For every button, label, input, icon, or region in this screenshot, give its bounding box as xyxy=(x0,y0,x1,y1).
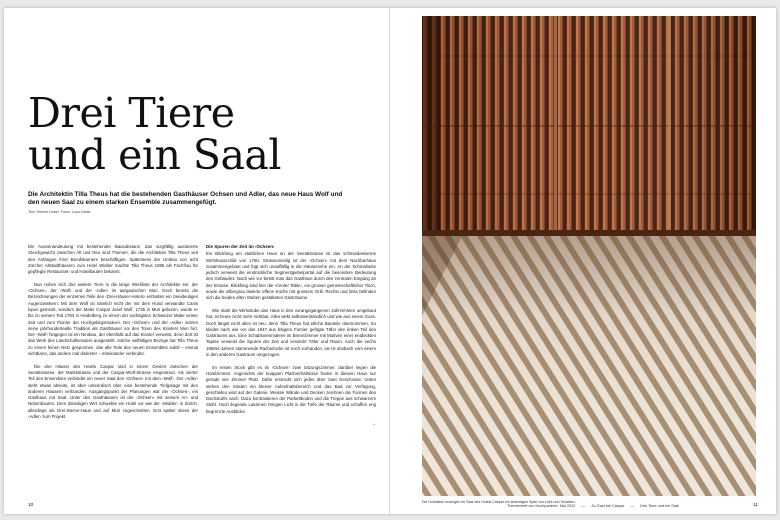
paragraph: Wie stark die Wirtsstube das Haus in den vorangegangenen Jahrzehnten umgebaut hat, ist heute nicht mehr sichtbar. Alles wirkt selbstverständlich und wie aus einem Guss. Doch längst nicht alles ist neu, denn Tilla Theus hat etliche Bauteile übernommen. So kleidet nach wie vor das 1947 aus bäigem Furnier gefügte Täfer den linken Teil des Gastraums aus. Eine Schablonenmalerei im Brennzimmer mit Motiven einer entdeckten Tapete verweist die Spuren der Zeit und verdeckt Täfer und Raum. Auch die sechs 1950er-Jahren stammende Racherlocke ist noch vorhanden, sie ist obsbach vom einem in den anderen Gastraum umgezogen. xyxy=(206,307,376,358)
paragraph: Die Aussenandeutung mit bestehender Bausubstanz, das sorgfältig austarierte Gleichgewicht zwischen Alt und Neu sind Themen, die die Architektin Tilla Theus seit den Anfängen ihrer Berufskarriere beschäftigen. Spätestens der Umbau von acht Zürcher Altstadthäusern zum Hotel Widder machte Tilla Theus 1995 als Fachfrau für gepflegte Restaurant- und Hotelbauten bekannt. xyxy=(28,244,198,275)
footer-separator: — xyxy=(581,504,586,508)
section-heading: Die Spuren der Zeit im ‹Ochsen› xyxy=(206,244,275,249)
footer-item: Themenheft von Hochparterre, Mai 2022 xyxy=(507,504,576,508)
continue-arrow-icon: → xyxy=(371,421,376,428)
text-column-2 xyxy=(206,244,376,427)
page-number-right: 11 xyxy=(753,503,758,508)
text-column-1 xyxy=(28,244,198,427)
article-title xyxy=(28,89,281,179)
paragraph: Nun reihen sich drei weitere Tiere in die lange Werkliste der Architektin ein: der ‹Ochsen›, der ‹Wolf› und der ‹Adler› im aargauischen Muri. Doch bereits die Bezeichnungen der einzelnen Teile des ‹Drei-Häuser-Hotels› enthalten ein zweideutiges Augenzwinkern: Mit dem Wolf ist nämlich nicht der mit dem Hund verwandte Canis lupus gemeint, sondern der Maler Caspar Josef Wolf, 1735 in Muri geboren, wurde er bis zu seinem Tod 1783 in Heidelberg zu einem der wichtigsten Schweizer Maler seiner Zeit und zum Pionier der Hochgebirgsmalerei. Der ‹Ochsen› und der ‹Adler› setzen seine jahrhundertealte Tradition als Gasthäuser vor den Toren des Klosters Muri fort. Der ‹Wolf› hingegen ist ein Neubau, der ebenfalls auf das Kloster verweist, denn dort ist das Werk des Landschaftsmalers ausgestellt. Solche vielfältigen Bezüge hat Tilla Theus zu einem feinen Netz gesponnen, das alle Teile des neuen Ensembles subtil – einmal sichtbarer, das andere mal diskreter – miteinander verbindet. xyxy=(28,281,198,357)
magazine-spread xyxy=(4,8,776,514)
footer-item: Zu Gast bei Caspar xyxy=(591,504,625,508)
wooden-slat-hall-image xyxy=(422,16,756,496)
paragraph: Im ersten Stock gibt es im ‹Ochsen› zwei Sitzungszimmer, darüber liegen die Hotelzimmer. Angesichts der knappen Platzverhältnisse finden in diesem Haus nur gerade vier Zimmer Platz. Dafür erstreckt sich jedes über zwei Geschosse: Unten stehen den Gästen ein kleiner Aufenthaltsbereich und das Bad zur Verfügung, geschlafen wird auf der Galerie. Weisse Wände und Decken zeichnen die Formen des Dachstuhls nach. Dazu kontrastieren der Parkettboden und die Treppe aus schwarzem Stahl. Hoch liegende Lukarnen bringen Licht in die Tiefe der Räume und schaffen eng begrenzte Ausblicke. xyxy=(206,364,376,414)
paragraph: Die drei Häuser des Hotels Caspar sind in einem Geviert zwischen der Seetalstrasse, der Marktstrasse und der Caspar-Wolf-Strasse eingestreut. Als vierter Teil des Ensembles verbindet ein neuer Saal den ‹Ochsen› mit dem ‹Wolf›. Der ‹Adler› steht etwas abseits, ist aber unterirdisch über eine bestehende Tiefgarage mit den anderen Häusern verbunden. Ausgangspunkt der Planungen war der ‹Ochsen›, ein Gasthaus mit Saal. Unter den Gasthäusern ist der ‹Ochsen› mit seinem An- und Nebenbauten. Dem damaligen Wirt schwebte ein Hotel vor wie der ‹Widder› in Zürich, allerdings als Drei-Sterne-Haus und auf Muri zugeschnitten. Erst später stiess der ‹Adler› zum Projekt. xyxy=(28,363,198,420)
left-page xyxy=(4,8,390,514)
article-credit: Text: Werner Huber, Fotos: Luca Zanier xyxy=(28,210,91,214)
footer-item: Drei Tiere und ein Saal xyxy=(640,504,679,508)
right-page xyxy=(390,8,776,514)
page-number-left: 10 xyxy=(28,503,34,508)
article-title-line-2: und ein Saal xyxy=(28,131,281,179)
hall-photo xyxy=(422,16,756,496)
article-title-line-1: Drei Tiere xyxy=(28,89,235,137)
article-lead: Die Architektin Tilla Theus hat die bestehenden Gasthäuser Ochsen und Adler, das neue Haus Wolf und den neuen Saal zu einem starken Ensemble zusammengefügt. xyxy=(28,191,343,207)
photo-caption: Die Holzlatten erzeugen im Saal des Hotels Caspar ein lebendiges Spiel von Licht und Schatten. xyxy=(422,500,576,504)
running-footer xyxy=(507,504,684,508)
paragraph: Ein Blickfang am stattlichen Haus an der Seetalstrasse ist das schmiedeeiserne Wirtshausschild von 1760. Strassenseitig ist der ‹Ochsen› mit dem Nachbarhaus zusammengebaut und fügt sich unauffällig in die Häuserreihe ein. An der Schmalseite jedoch verweist die eindrückliche Segmentgiebelportal auf die besondere Bedeutung des Gebäudes. Nach wie vor betritt man das Gasthaus durch den zentralen Eingang an der Strasse. Blickfang sind hier die ‹Center Table›, ein grosser gemeinschaftlicher Tisch, sowie die silbergrau lasierte offene Küche mit grossem Grill. Rechts und links befinden sich die beiden alten Stuben gestalteten Gastrräume. xyxy=(206,251,376,301)
footer-separator: — xyxy=(630,504,635,508)
